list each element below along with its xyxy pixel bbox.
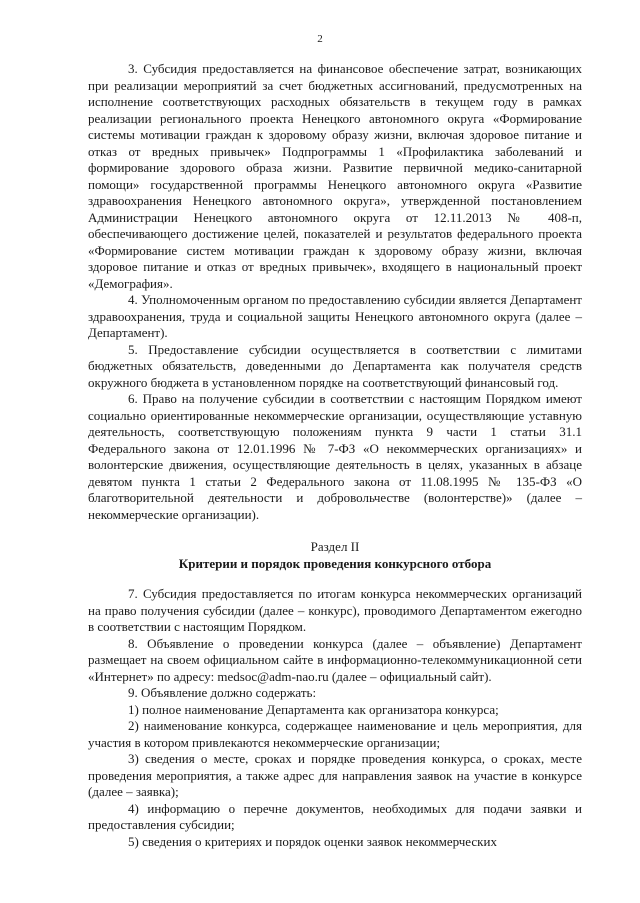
list-item-5: 5) сведения о критериях и порядок оценки заявок некоммерческих [128, 833, 497, 849]
paragraph-5: 5. Предоставление субсидии осуществляется в соответствии с лимитами бюджетных обязательств, доведенными до Департамента как получателя средств окружного бюджета в установленном порядке на соответствующий финансовый год. [88, 341, 582, 390]
paragraph-3: 3. Субсидия предоставляется на финансовое обеспечение затрат, возникающих при реализации мероприятий за счет бюджетных ассигнований, предусмотренных на исполнение соответствующих расходных обязательств в текущем году в рамках реализации регионального проекта Ненецкого автономного округа «Формирование системы мотивации граждан к здоровому образу жизни, включая здоровое питание и отказ от вредных привычек» Подпрограммы 1 «Профилактика заболеваний и формирование здорового образа жизни. Развитие первичной медико-санитарной помощи» государственной программы Ненецкого автономного округа «Развитие здравоохранения Ненецкого автономного округа», утвержденной постановлением Администрации Ненецкого автономного округа от 12.11.2013 № 408-п, обеспечивающего достижение целей, показателей и результатов федерального проекта «Формирование систем мотивации граждан к здоровому образу жизни, включая здоровое питание и отказ от вредных привычек», входящего в национальный проект «Демография». [88, 61, 582, 291]
section-label: Раздел II [310, 539, 360, 554]
section-title: Критерии и порядок проведения конкурсного отбора [178, 555, 492, 571]
paragraph-6: 6. Право на получение субсидии в соответствии с настоящим Порядком имеют социально ориентированные некоммерческие организации, осуществляющие уставную деятельность, соответствующую положениям пункта 9 части 1 статьи 31.1 Федерального закона от 12.01.1996 № 7-ФЗ «О некоммерческих организациях» и волонтерские движения, осуществляющие деятельность в целях, указанных в абзаце девятом пункта 1 статьи 2 Федерального закона от 11.08.1995 № 135-ФЗ «О благотворительной деятельности и добровольчестве (волонтерстве)» (далее – некоммерческие организации). [88, 391, 582, 522]
list-item-2: 2) наименование конкурса, содержащее наименование и цель мероприятия, для участия в котором привлекаются некоммерческие организации; [88, 718, 582, 750]
page-number: 2 [317, 33, 323, 45]
document-body [88, 61, 582, 850]
paragraph-4: 4. Уполномоченным органом по предоставлению субсидии является Департамент здравоохранения, труда и социальной защиты Ненецкого автономного округа (далее – Департамент). [88, 292, 582, 340]
paragraph-9: 9. Объявление должно содержать: [128, 685, 317, 700]
list-item-1: 1) полное наименование Департамента как организатора конкурса; [128, 701, 499, 717]
paragraph-7: 7. Субсидия предоставляется по итогам конкурса некоммерческих организаций на право получения субсидии (далее – конкурс), проводимого Департаментом ежегодно в соответствии с настоящим Порядком. [88, 586, 582, 634]
list-item-4: 4) информацию о перечне документов, необходимых для подачи заявки и предоставления субсидии; [88, 800, 582, 832]
paragraph-8: 8. Объявление о проведении конкурса (далее – объявление) Департамент размещает на своем официальном сайте в информационно-телекоммуникационной сети «Интернет» по адресу: medsoc@adm-nao.ru (далее – официальный сайт). [88, 635, 582, 684]
section-heading [88, 539, 582, 572]
list-item-3: 3) сведения о месте, сроках и порядке проведения конкурса, о сроках, месте проведения мероприятия, а также адрес для направления заявок на участие в конкурсе (далее – заявка); [88, 751, 582, 799]
